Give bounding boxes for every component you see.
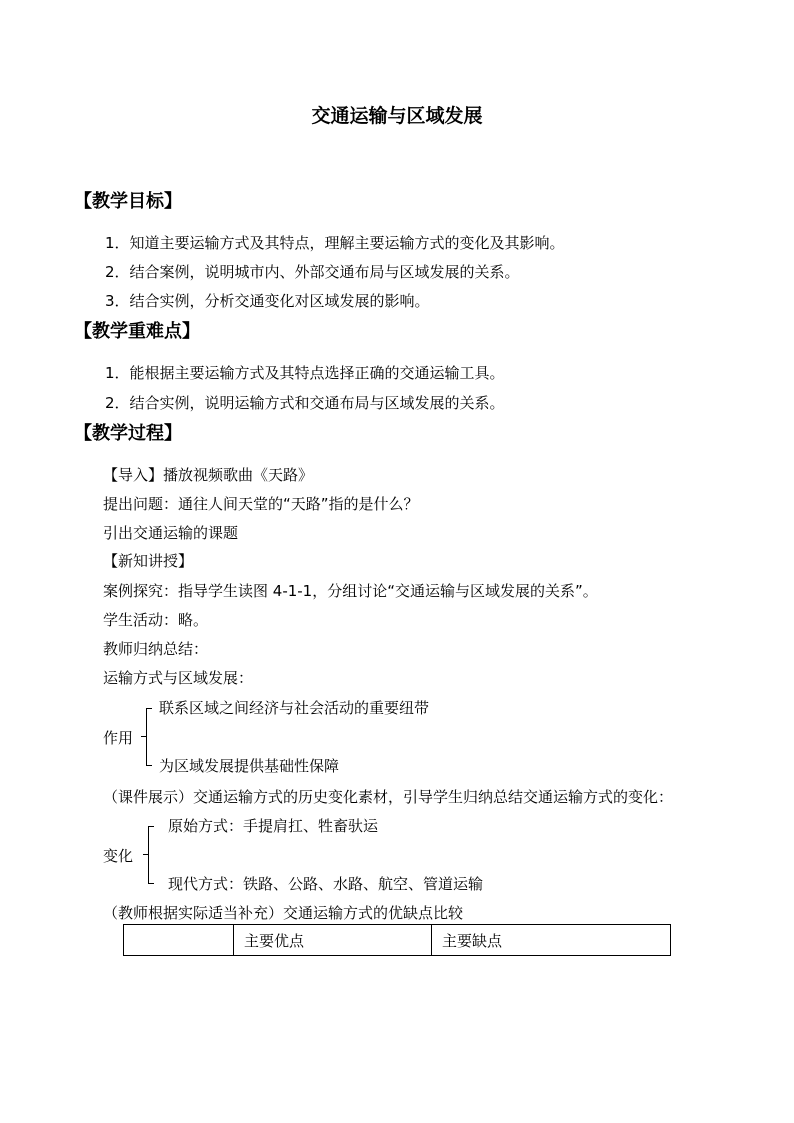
process-line: 引出交通运输的课题 [103, 524, 239, 542]
key-points-heading: 【教学重难点】 [74, 321, 200, 342]
process-line: 【导入】播放视频歌曲《天路》 [103, 466, 314, 484]
supplement-note: （教师根据实际适当补充）交通运输方式的优缺点比较 [103, 904, 464, 922]
table-header-cell [124, 925, 234, 956]
brace-tip [141, 736, 146, 737]
key-point-item: 2．结合实例，说明运输方式和交通布局与区域发展的关系。 [105, 394, 505, 412]
display-note: （课件展示）交通运输方式的历史变化素材，引导学生归纳总结交通运输方式的变化： [103, 788, 674, 806]
table-header-disadvantages: 主要缺点 [432, 925, 671, 956]
objective-item: 1．知道主要运输方式及其特点，理解主要运输方式的变化及其影响。 [105, 234, 565, 252]
brace-tip [143, 854, 148, 855]
table-row [124, 925, 671, 956]
comparison-table [123, 924, 671, 956]
process-line: 提出问题：通往人间天堂的“天路”指的是什么？ [103, 495, 419, 513]
change-label: 变化 [103, 847, 134, 865]
role-top-item: 联系区域之间经济与社会活动的重要纽带 [159, 699, 430, 717]
key-point-item: 1．能根据主要运输方式及其特点选择正确的交通运输工具。 [105, 364, 505, 382]
objective-item: 3．结合实例，分析交通变化对区域发展的影响。 [105, 292, 430, 310]
role-bottom-item: 为区域发展提供基础性保障 [159, 757, 340, 775]
change-top-item: 原始方式：手提肩扛、牲畜驮运 [168, 817, 379, 835]
objectives-heading: 【教学目标】 [74, 191, 182, 212]
process-line: 教师归纳总结： [103, 640, 209, 658]
process-line: 运输方式与区域发展： [103, 669, 254, 687]
table-header-advantages: 主要优点 [234, 925, 432, 956]
process-heading: 【教学过程】 [74, 423, 182, 444]
role-label: 作用 [103, 729, 134, 747]
objective-item: 2．结合案例，说明城市内、外部交通布局与区域发展的关系。 [105, 263, 520, 281]
process-line: 学生活动：略。 [103, 611, 209, 629]
process-line: 案例探究：指导学生读图 4-1-1，分组讨论“交通运输与区域发展的关系”。 [103, 582, 598, 600]
page-title: 交通运输与区域发展 [311, 105, 483, 127]
process-line: 【新知讲授】 [103, 552, 194, 570]
left-brace [146, 708, 152, 766]
left-brace [148, 826, 154, 884]
change-bottom-item: 现代方式：铁路、公路、水路、航空、管道运输 [168, 875, 484, 893]
